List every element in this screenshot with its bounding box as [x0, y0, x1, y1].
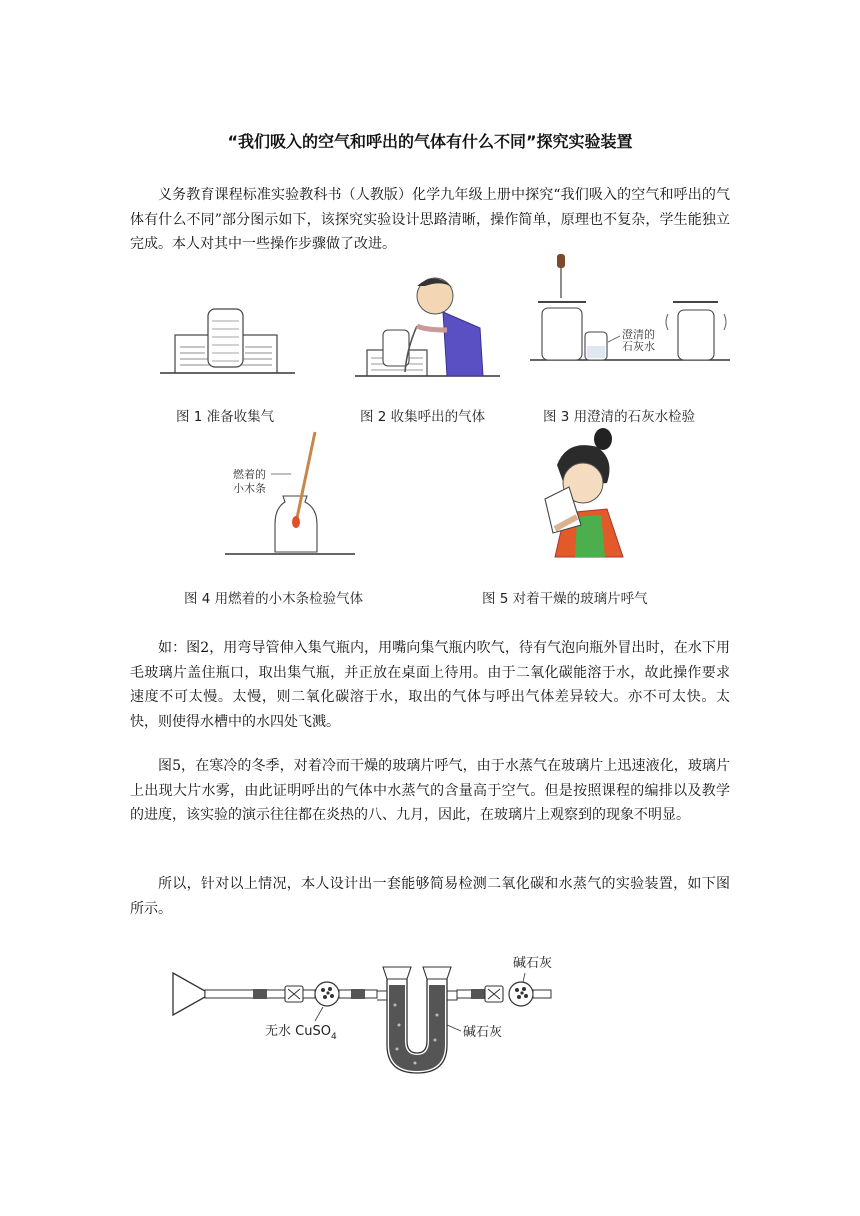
figure-4-drawing	[225, 428, 355, 558]
paragraph-1: 义务教育课程标准实验教科书（人教版）化学九年级上册中探究“我们吸入的空气和呼出的气体有什么不同”部分图示如下，该探究实验设计思路清晰，操作简单，原理也不复杂，学生能独立完成。本人对其中一些操作步骤做了改进。	[130, 187, 730, 253]
apparatus-diagram	[165, 945, 595, 1080]
page-title: “我们吸入的空气和呼出的气体有什么不同”探究实验装置	[227, 132, 633, 151]
figure-1-drawing	[160, 295, 295, 380]
paragraph-2: 如：图2，用弯导管伸入集气瓶内，用嘴向集气瓶内吹气，待有气泡向瓶外冒出时，在水下用毛玻璃片盖住瓶口，取出集气瓶，并正放在桌面上待用。由于二氧化碳能溶于水，故此操作要求速度不可太慢。太慢，则二氧化碳溶于水，取出的气体与呼出气体差异较大。亦不可太快。太快，则使得水槽中的水四处飞溅。	[130, 640, 730, 730]
figure-5	[525, 425, 635, 560]
figure-2	[355, 268, 500, 383]
figure-5-drawing	[525, 425, 635, 560]
figure-2-drawing	[355, 268, 500, 383]
fig4-label-line2: 小木条	[233, 482, 266, 495]
figure-1	[160, 295, 295, 380]
figure-3-caption: 图 3 用澄清的石灰水检验	[543, 409, 696, 425]
figure-3-drawing	[530, 250, 730, 370]
label-soda-lime-top: 碱石灰	[513, 956, 553, 971]
figure-1-caption: 图 1 准备收集气	[176, 409, 275, 425]
figure-4-caption: 图 4 用燃着的小木条检验气体	[184, 591, 364, 607]
figure-4	[225, 428, 355, 558]
fig3-label-line1: 澄清的	[622, 328, 655, 341]
label-soda-lime-u-tube: 碱石灰	[463, 1025, 503, 1040]
fig3-label-line2: 石灰水	[622, 340, 655, 353]
paragraph-4: 所以，针对以上情况，本人设计出一套能够简易检测二氧化碳和水蒸气的实验装置，如下图所示。	[130, 876, 730, 917]
figure-2-caption: 图 2 收集呼出的气体	[360, 409, 486, 425]
apparatus-drawing	[165, 945, 595, 1080]
figure-3	[530, 250, 730, 370]
figure-5-caption: 图 5 对着干燥的玻璃片呼气	[482, 591, 648, 607]
paragraph-3: 图5，在寒冷的冬季，对着冷而干燥的玻璃片呼气，由于水蒸气在玻璃片上迅速液化，玻璃片上出现大片水雾，由此证明呼出的气体中水蒸气的含量高于空气。但是按照课程的编排以及教学的进度，该实验的演示往往都在炎热的八、九月，因此，在玻璃片上观察到的现象不明显。	[130, 758, 730, 824]
fig4-label-line1: 燃着的	[233, 468, 266, 481]
label-anhydrous-cuso4: 无水 CuSO$_4$	[265, 1024, 337, 1042]
